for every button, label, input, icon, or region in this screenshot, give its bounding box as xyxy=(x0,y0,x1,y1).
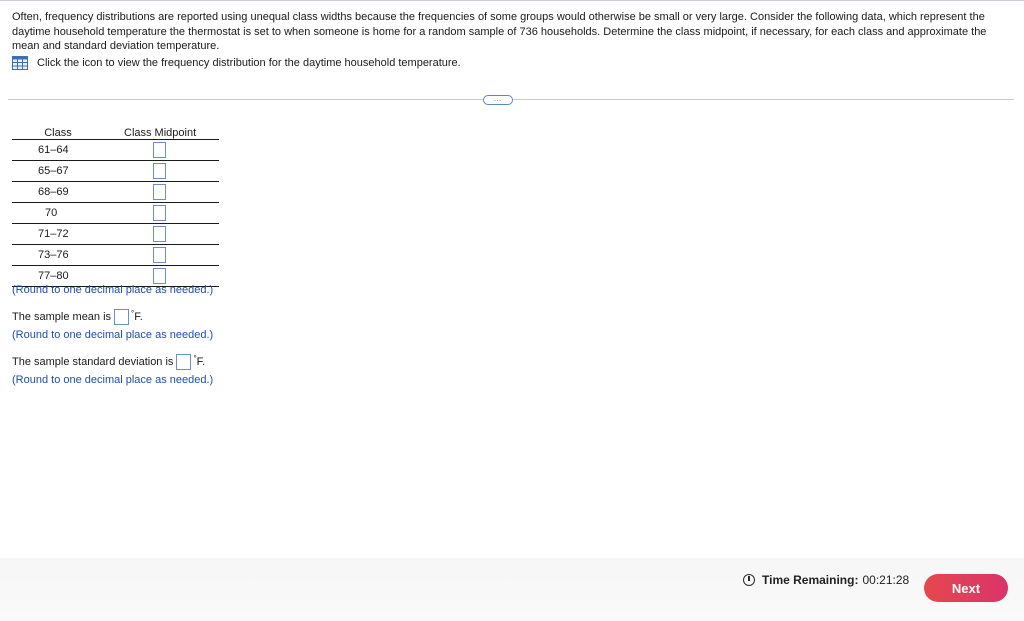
problem-statement: Often, frequency distributions are reported using unequal class widths because the frequencies of some groups would otherwise be small or very large. Consider the following data, which represent the daytime household temperature the thermostat is set to when someone is home for a random sample of 736 households. Determine the class midpoint, if necessary, for each class and approximate the mean and standard deviation temperature. xyxy=(12,11,987,52)
table-row xyxy=(12,161,219,182)
midpoint-input[interactable] xyxy=(153,184,166,200)
time-remaining xyxy=(743,573,909,587)
sd-label: The sample standard deviation is xyxy=(12,356,174,368)
mean-label: The sample mean is xyxy=(12,311,112,323)
table-header xyxy=(12,125,219,140)
table-row xyxy=(12,140,219,161)
midpoint-input[interactable] xyxy=(153,163,166,179)
class-cell: 61–64 xyxy=(38,144,69,156)
col-header-midpoint: Class Midpoint xyxy=(124,127,197,139)
footer-bar xyxy=(0,558,1024,621)
sd-question xyxy=(12,356,205,372)
round-note: (Round to one decimal place as needed.) xyxy=(12,374,214,386)
round-note: (Round to one decimal place as needed.) xyxy=(12,329,214,341)
midpoint-input[interactable] xyxy=(153,247,166,263)
class-cell: 68–69 xyxy=(38,186,69,198)
next-button[interactable]: Next xyxy=(924,574,1008,602)
class-cell: 77–80 xyxy=(38,270,69,282)
midpoint-input[interactable] xyxy=(153,142,166,158)
class-cell: 65–67 xyxy=(38,165,69,177)
mean-input[interactable] xyxy=(114,309,129,325)
sd-unit: ° F. xyxy=(193,354,206,368)
round-note: (Round to one decimal place as needed.) xyxy=(12,284,214,296)
data-link[interactable] xyxy=(12,56,461,70)
class-cell: 71–72 xyxy=(38,228,69,240)
midpoint-input[interactable] xyxy=(153,205,166,221)
timer-label: Time Remaining: xyxy=(762,573,859,587)
table-row xyxy=(12,203,219,224)
data-link-text: Click the icon to view the frequency distribution for the daytime household temperature. xyxy=(37,57,461,69)
clock-icon xyxy=(743,574,755,586)
class-cell: 70 xyxy=(45,207,58,219)
sd-input[interactable] xyxy=(176,354,191,370)
mean-question xyxy=(12,311,143,327)
table-row xyxy=(12,182,219,203)
top-rule xyxy=(0,0,1024,1)
midpoint-input[interactable] xyxy=(153,268,166,284)
timer-value: 00:21:28 xyxy=(862,573,910,587)
class-midpoint-table xyxy=(12,125,219,287)
table-row xyxy=(12,245,219,266)
expand-button[interactable] xyxy=(483,95,513,105)
table-icon[interactable] xyxy=(12,56,28,70)
class-cell: 73–76 xyxy=(38,249,69,261)
table-row xyxy=(12,224,219,245)
ellipsis-icon: … xyxy=(493,93,503,103)
col-header-class: Class xyxy=(44,127,72,139)
midpoint-input[interactable] xyxy=(153,226,166,242)
mean-unit: ° F. xyxy=(131,309,143,323)
